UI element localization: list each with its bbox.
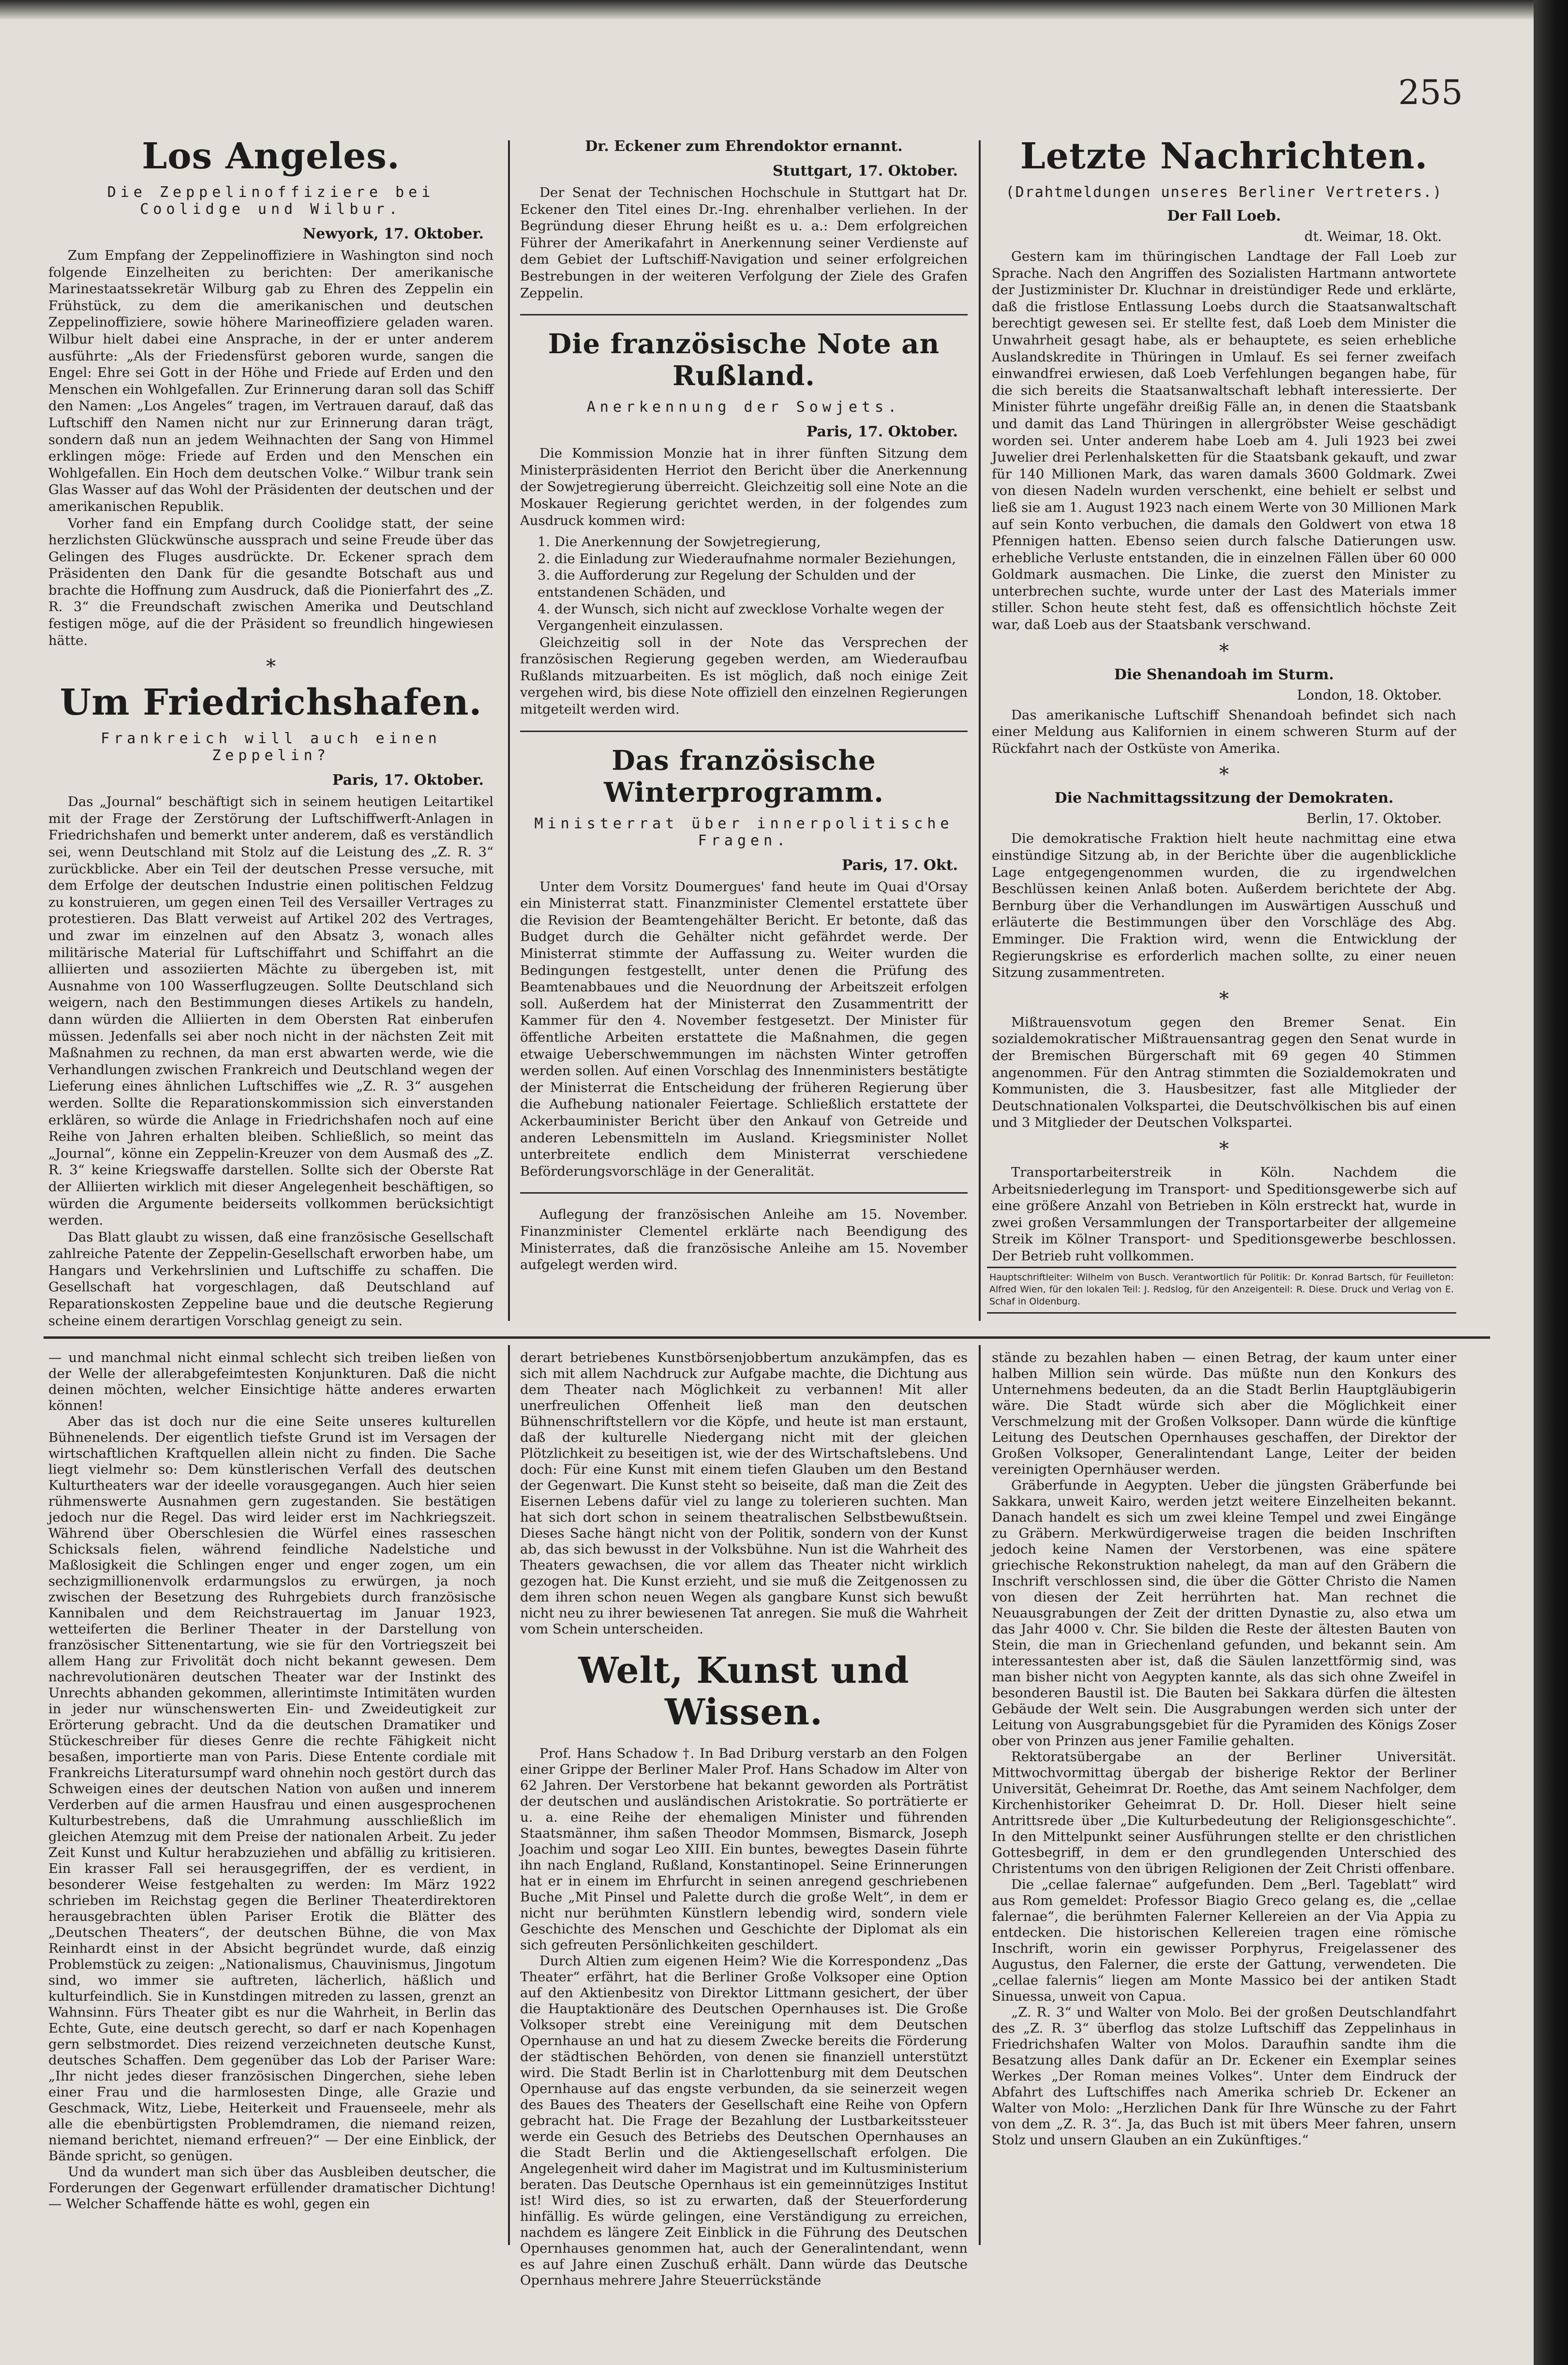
list-item: 1. Die Anerkennung der Sowjetregierung,: [538, 534, 821, 550]
bottom-column-3: [992, 1350, 1456, 2148]
feuilleton-paragraph: Die „cellae falernae“ aufgefunden. Dem „Berl. Tageblatt“ wird aus Rom gemeldet: Professor Biagio Greco gelang es, die „cellae falernae“, die berühmten Falerner Kellereien an der Via Appia zu entdecken. Die historischen Kellereien tragen eine römische Inschrift, worin ein gewisser Porphyrus, Freigelassener des Augustus, den Falerner, die erste der Gattung, verwendeten. Die „cellae falernis“ liegen am Monte Massico bei der antiken Stadt Sinuessa, unweit von Capua.: [992, 1877, 1456, 2004]
headline-note-russland: Die französische Note an Rußland.: [548, 328, 940, 392]
dateline: Paris, 17. Oktober.: [332, 772, 484, 789]
dateline: Newyork, 17. Oktober.: [302, 225, 484, 242]
feuilleton-paragraph: — und manchmal nicht einmal schlecht sich treiben ließen von der Welle der allerabgefeimtesten Konjunkturen. Daß die nicht deinen möchten, welcher Einsichtige hätte anderes erwarten können!: [48, 1350, 496, 1413]
feuilleton-paragraph: „Z. R. 3“ und Walter von Molo. Bei der großen Deutschlandfahrt des „Z. R. 3“ überflog das stolze Luftschiff das Zeppelinhaus in Friedrichshafen Walter von Molos. Daraufhin sandte ihm die Besatzung alles Dank dafür an Dr. Eckener ein Exemplar seines Werkes „Der Roman meines Volkes“. Unter dem Eindruck der Abfahrt des Luftschiffes nach Amerika schrieb Dr. Eckener an Walter von Molo: „Herzlichen Dank für Ihre Wünsche zu der Fahrt von dem „Z. R. 3“. Ja, das Buch ist mit übers Meer fahren, unsern Stolz und unsern Glauben an ein Zukünftiges.“: [992, 2005, 1456, 2148]
separator-star: *: [1219, 1138, 1229, 1160]
article-divider: [520, 1192, 968, 1194]
headline-friedrichshafen: Um Friedrichshafen.: [60, 682, 482, 724]
subheadline-sowjets: Anerkennung der Sowjets.: [586, 399, 901, 416]
feuilleton-paragraph: Und da wundert man sich über das Ausbleiben deutscher, die Forderungen der Gegenwart erfüllender dramatischer Dichtung! — Welcher Schaffende hätte es wohl, gegen ein: [48, 2164, 496, 2212]
separator-star: *: [1219, 763, 1229, 786]
article-paragraph: Zum Empfang der Zeppelinoffiziere in Washington sind noch folgende Einzelheiten zu berichten: Der amerikanische Marinestaatssekretär Wilburg gab zu Ehren des Zeppelin ein Frühstück, zu dem die amerikanischen und deutschen Zeppelinoffiziere, sowie höhere Marineoffiziere geladen waren. Wilbur hielt dabei eine Ansprache, in der er unter anderem ausführte: „Als der Friedensfürst geboren wurde, sangen die Engel: Ehre sei Gott in der Höhe und Friede auf Erden und den Menschen ein Wohlgefallen. Zur Erinnerung daran soll das Schiff den Namen: „Los Angeles“ tragen, im Vertrauen darauf, daß das Luftschiff den Namen nicht nur zur Erinnerung daran trägt, sondern daß nun an jedem Weihnachten der Sang von Himmel erklingen möge: Friede auf Erden und den Menschen ein Wohlgefallen. Ein Hoch dem deutschen Volke.“ Wilbur trank sein Glas Wasser auf das Wohl der Präsidenten der deutschen und der amerikanischen Republik.: [48, 248, 493, 514]
column-rule-3: [508, 1345, 510, 2245]
scan-edge-right: [1534, 0, 1568, 2365]
column-rule-1: [508, 140, 510, 1321]
article-divider: [520, 314, 968, 315]
feuilleton-paragraph: Prof. Hans Schadow †. In Bad Driburg verstarb an den Folgen einer Grippe der Berliner Maler Prof. Hans Schadow im Alter von 62 Jahren. Der Verstorbene hat bekannt geworden als Porträtist der deutschen und ausländischen Aristokratie. So porträtierte er u. a. eine Reihe der ehemaligen Minister und führenden Staatsmänner, ihm saßen Theodor Mommsen, Bismarck, Joseph Joachim und sogar Leo XIII. Ein buntes, bewegtes Dasein führte ihn nach England, Rußland, Konstantinopel. Seine Erinnerungen hat er in einem im Ehrfurcht in seinen anregend geschriebenen Buche „Mit Pinsel und Palette durch die große Welt“, in dem er nicht nur berühmten Künstlern lebendig wird, sondern viele Geschichte des Menschen und Geschichte der Diplomat als ein sich gefreuten Persönlichkeiten geschildert.: [520, 1746, 968, 1953]
separator-star: *: [1219, 640, 1229, 662]
feuilleton-paragraph: Durch Altien zum eigenen Heim? Wie die Korrespondenz „Das Theater“ erfährt, hat die Berliner Große Volksoper eine Option auf den Aktienbesitz von Direktor Littmann gesichert, der über die Hauptaktionäre des Deutschen Opernhauses ist. Die Große Volksoper strebt eine Vereinigung mit dem Deutschen Opernhause an und hat zu diesem Zwecke bereits die Förderung der städtischen Behörden, von denen sie finanziell unterstützt wird. Die Stadt Berlin ist in Charlottenburg mit dem Deutschen Opernhause auf das engste verbunden, da sie seinerzeit wegen des Baues des Theaters der Gesellschaft eine Reihe von Opfern gebracht hat. Die Frage der Bezahlung der Lustbarkeitssteuer werde ein Gesuch des Betriebs des Deutschen Opernhauses an die Stadt Berlin und die Aktiengesellschaft erfolgen. Die Angelegenheit wird daher im Magistrat und im Kultusministerium beraten. Das Deutsche Opernhaus ist ein gemeinnütziges Institut ist! Wird dies, so ist zu erwarten, daß der Steuerforderung hinfällig. Es würde gelingen, eine Verständigung zu erreichen, nachdem es längere Zeit Einblick in die Führung des Deutschen Opernhauses genommen hat, auch der Generalintendant, wenn es auf Jahre einen Zuschuß erhält. Dann würde das Deutsche Opernhaus mehrere Jahre Steuerrückstände: [520, 1953, 968, 2288]
note-points-list: [520, 534, 968, 634]
imprint-rule-top: [987, 1267, 1456, 1268]
dateline: Berlin, 17. Oktober.: [1306, 810, 1442, 827]
article-paragraph: Die Kommission Monzie hat in ihrer fünften Sitzung dem Ministerpräsidenten Herriot den Bericht über die Anerkennung der Sowjetregierung überreicht. Gleichzeitig soll eine Note an die Moskauer Regierung gerichtet werden, in der folgendes zum Ausdruck kommen wird:: [520, 446, 968, 528]
article-paragraph: Gestern kam im thüringischen Landtage der Fall Loeb zur Sprache. Nach den Angriffen des Sozialisten Hartmann antwortete der Justizminister Dr. Kluchnar in dreistündiger Rede und erklärte, daß die fristlose Entlassung Loebs durch die Staatsanwaltschaft berechtigt gewesen sei. Er stellte fest, daß Loeb dem Minister die Unwahrheit gesagt habe, als er behauptete, es seien erhebliche Auslandskredite in Thüringen in Umlauf. Es sei ferner zweifach einwandfrei erwiesen, daß Loeb Verfehlungen begangen habe, für die sich bereits die Staatsanwaltschaft lebhaft interessierte. Der Minister führte ungefähr dreißig Fälle an, in denen die Staatsbank und damit das Land Thüringen in allergröbster Weise geschädigt worden sei. Unter anderem habe Loeb am 4. Juli 1923 bei zwei Juwelier drei Perlenhalsketten für die Staatsbank gekauft, und zwar für 140 Millionen Mark, das waren damals 3600 Goldmark. Zwei von diesen Nadeln wurden verschenkt, eine behielt er selbst und ließ sie am 1. August 1923 nach einem Werte von 30 Millionen Mark auf sein Konto verbuchen, die damals den Goldwert von etwa 18 Pfennigen hatten. Ebenso seien durch falsche Datierungen usw. erhebliche Verluste entstanden, die in einzelnen Fällen über 60 000 Goldmark ausmachen. Die Linke, die zuerst den Minister zu unterbrechen suchte, wurde unter der Last des Materials immer stiller. Schon heute steht fest, daß es offensichtlich höchste Zeit war, daß Loeb aus der Staatsbank verschwand.: [992, 249, 1456, 633]
headline-los-angeles: Los Angeles.: [142, 135, 400, 177]
feuilleton-paragraph: Rektoratsübergabe an der Berliner Universität. Mittwochvormittag übergab der bisherige Rektor der Berliner Universität, Geheimrat Dr. Roethe, das Amt seinem Nachfolger, dem Kirchenhistoriker Geheimrat D. Dr. Holl. Dieser hielt seine Antrittsrede über „Die Kulturbedeutung der Religionsgeschichte“. In den Mittelpunkt seiner Ausführungen stellte er den christlichen Gottesbegriff, in dem er den grundlegenden Unterschied des Christentums von den übrigen Religionen der Zeit Christi offenbare.: [992, 1749, 1456, 1876]
imprint-rule-bottom: [987, 1312, 1456, 1314]
headline-demokraten: Die Nachmittagssitzung der Demokraten.: [1054, 790, 1394, 807]
column-1: [48, 135, 493, 1329]
article-paragraph: Vorher fand ein Empfang durch Coolidge statt, der seine herzlichsten Glückwünsche aussprach und seine Freude über das Gelingen des Fluges ausdrückte. Dr. Eckener sprach dem Präsidenten den Dank für die gesandte Botschaft aus und brachte die Hoffnung zum Ausdruck, daß die Pionierfahrt des „Z. R. 3“ die Freundschaft zwischen Amerika und Deutschland festigen möge, auf die der Präsident so freundlich hingewiesen hätte.: [48, 515, 493, 648]
list-item: 2. die Einladung zur Wiederaufnahme normaler Beziehungen,: [538, 551, 956, 567]
article-paragraph: Das amerikanische Luftschiff Shenandoah befindet sich nach einer Meldung aus Kalifornien in einem schweren Sturm auf der Rückfahrt nach der Ostküste von Amerika.: [992, 707, 1456, 756]
article-divider: [520, 731, 968, 732]
headline-shenandoah: Die Shenandoah im Sturm.: [1114, 666, 1334, 683]
separator-star: *: [1219, 988, 1229, 1010]
subheadline-drahtmeldungen: (Drahtmeldungen unseres Berliner Vertreters.): [1005, 184, 1443, 201]
feuilleton-paragraph: stände zu bezahlen haben — einen Betrag, der kaum unter einer halben Million sein würde. Das müßte nun den Konkurs des Unternehmens bedeuten, da an die Stadt Berlin Hauptgläubigerin wäre. Die Stadt würde sich aber die Möglichkeit einer Verschmelzung mit der Großen Volksoper. Dann würde die künftige Leitung des Deutschen Opernhauses geschaffen, der Direktor der Großen Volksoper, Generalintendant Lange, Leiter der beiden vereinigten Opernhäuser werden.: [992, 1350, 1456, 1477]
article-paragraph: Transportarbeiterstreik in Köln. Nachdem die Arbeitsniederlegung im Transport- und Speditionsgewerbe sich auf eine größere Anzahl von Betrieben in Köln erstreckt hat, wurde in zwei großen Versammlungen der Transportarbeiter der allgemeine Streik im Kölner Transport- und Speditionsgewerbe beschlossen. Der Betrieb ruht vollkommen.: [992, 1164, 1456, 1264]
list-item: 4. der Wunsch, sich nicht auf zwecklose Vorhalte wegen der Vergangenheit einzulassen.: [538, 601, 944, 634]
feuilleton-paragraph: Gräberfunde in Aegypten. Ueber die jüngsten Gräberfunde bei Sakkara, unweit Kairo, werden jetzt weitere Einzelheiten bekannt. Danach handelt es sich um zwei kleine Tempel und zwei Eingänge zu Gräbern. Merkwürdigerweise tragen die beiden Inschriften jedoch keine Namen der Verstorbenen, was eine spätere griechische Rekonstruktion nahelegt, da man auf den Gräbern die Inschrift verschlossen sind, die über die Götter Christo die Namen von diesen der Zeit herrührten hat. Man rechnet die Neuausgrabungen der Zeit der dritten Dynastie zu, also etwa um das Jahr 4000 v. Chr. Sie bilden die Reste der ältesten Bauten von Stein, die man in Griechenland gefunden, und bekannt sein. Am interessantesten aber ist, daß die Säulen lanzettförmig sind, was man bisher nicht von Aegypten kannte, als das sich ohne Zweifel in besonderen Baustil ist. Die Bauten bei Sakkara dürfen die ältesten Gebäude der Welt sein. Die Ausgrabungen werden sich unter der Leitung von Ausgrabungsgebiet für die Pyramiden des Königs Zoser ober von Prinzen aus jener Familie gehalten.: [992, 1478, 1456, 1749]
headline-welt-kunst-wissen: Welt, Kunst und Wissen.: [578, 1650, 910, 1733]
column-2: [520, 138, 968, 1273]
dateline: Paris, 17. Oktober.: [806, 423, 958, 441]
separator-star: *: [266, 656, 276, 678]
page-number: 255: [1398, 73, 1463, 112]
article-paragraph: Das Blatt glaubt zu wissen, daß eine französische Gesellschaft zahlreiche Patente der Zeppelin-Gesellschaft erworben habe, um Hangars und Verkehrslinien und Luftschiffe zu schaffen. Die Gesellschaft hat vorgeschlagen, daß Deutschland auf Reparationskosten Zeppeline baue und die deutsche Regierung scheine einem derartigen Vorschlag geneigt zu sein.: [48, 1229, 493, 1329]
bottom-column-2: [520, 1350, 968, 2289]
scan-edge-top: [0, 0, 1568, 19]
imprint: Hauptschriftleiter: Wilhelm von Busch. Verantwortlich für Politik: Dr. Konrad Bartsch, für Feuilleton: Alfred Wien, für den lokalen Teil: J. Redslog, für den Anzeigenteil: R. Diese. Druck und Verlag von E. Schaf in Oldenburg.: [989, 1272, 1454, 1307]
list-item: 3. die Aufforderung zur Regelung der Schulden und der entstandenen Schäden, und: [538, 568, 915, 600]
bottom-column-1: [48, 1350, 496, 2212]
article-paragraph: Der Senat der Technischen Hochschule in Stuttgart hat Dr. Eckener den Titel eines Dr.-Ing. ehrenhalber verliehen. In der Begründung dieser Ehrung heißt es u. a.: Dem erfolgreichen Führer der Amerikafahrt in Anerkennung seiner Verdienste auf dem Gebiet der Luftschiff-Navigation und seiner erfolgreichen Bestrebungen in der weiteren Verfolgung der Ziele des Grafen Zeppelin.: [520, 185, 968, 301]
subheadline-zeppelinoffiziere: Die Zeppelinoffiziere bei Coolidge und Wilbur.: [107, 184, 435, 218]
article-paragraph: Unter dem Vorsitz Doumergues' fand heute im Quai d'Orsay ein Ministerrat statt. Finanzminister Clementel erstattete über die Revision der Beamtengehälter Bericht. Er betonte, daß das Budget durch die Gehälter nicht gefährdet werde. Der Ministerrat stimmte der Auffassung zu. Weiter wurden die Bedingungen festgestellt, unter denen die Prüfung des Beamtenabbaues und die Neuordnung der Arbeitszeit erfolgen soll. Außerdem hat der Ministerrat den Zusammentritt der Kammer für den 4. November festgesetzt. Der Minister für öffentliche Arbeiten erstattete die Maßnahmen, die gegen etwaige Ueberschwemmungen im nächsten Winter getroffen werden sollen. Auf einen Vorschlag des Innenministers bestätigte der Ministerrat die Entscheidung der früheren Regierung über die Aufhebung nationaler Feiertage. Schließlich erstattete der Ackerbauminister Bericht über den Ankauf von Getreide und anderen Lebensmitteln im Ausland. Kriegsminister Nollet unterbreitete endlich dem Ministerrat verschiedene Beförderungsvorschläge in der Generalität.: [520, 879, 968, 1179]
section-divider: [44, 1336, 1490, 1339]
headline-fall-loeb: Der Fall Loeb.: [1167, 208, 1281, 225]
article-paragraph: Gleichzeitig soll in der Note das Versprechen der französischen Regierung gegeben werden, am Wiederaufbau Rußlands mitzuarbeiten. Es ist möglich, daß noch einige Zeit vergehen wird, bis diese Note offiziell den einzelnen Regierungen mitgeteilt werden wird.: [520, 634, 968, 718]
subheadline-frankreich: Frankreich will auch einen Zeppelin?: [101, 730, 441, 764]
column-3: [992, 135, 1456, 1265]
column-rule-4: [979, 1345, 981, 2245]
headline-eckener-ehrendoktor: Dr. Eckener zum Ehrendoktor ernannt.: [585, 138, 903, 155]
article-paragraph: Mißtrauensvotum gegen den Bremer Senat. Ein sozialdemokratischer Mißtrauensantrag gegen den Senat wurde in der Bremischen Bürgerschaft mit 69 gegen 40 Stimmen angenommen. Für den Antrag stimmten die Sozialdemokraten und Kommunisten, die 3. Hausbesitzer, fast alle Mitglieder der Deutschnationalen Volkspartei, die Deutschvölkischen bis auf einen und 3 Mitglieder der Deutschen Volkspartei.: [992, 1014, 1456, 1131]
dateline: dt. Weimar, 18. Okt.: [1304, 228, 1442, 244]
article-paragraph: Auflegung der französischen Anleihe am 15. November. Finanzminister Clementel erklärte nach Beendigung des Ministerrates, daß die französische Anleihe am 15. November aufgelegt werden wird.: [520, 1207, 968, 1273]
dateline: Stuttgart, 17. Oktober.: [773, 163, 958, 180]
article-paragraph: Das „Journal“ beschäftigt sich in seinem heutigen Leitartikel mit der Frage der Zerstörung der Luftschiffwerft-Anlagen in Friedrichshafen und bemerkt unter anderem, daß es verständlich sei, wenn Deutschland mit Stolz auf die Leistung des „Z. R. 3“ zurückblicke. Aber ein Teil der deutschen Presse versuche, mit dem Erfolge der deutschen Industrie einen politischen Feldzug zu konstruieren, um gegen einen Teil des Versailler Vertrages zu protestieren. Das Blatt verweist auf Artikel 202 des Vertrages, und zwar im einzelnen auf den Absatz 3, wonach alles militärische Material für Luftschiffahrt und Schiffahrt an die alliierten und assoziierten Mächte zu übergeben ist, mit Ausnahme von 100 Wasserflugzeugen. Sollte Deutschland sich weigern, nach den Bestimmungen dieses Artikels zu handeln, dann würden die Alliierten in dem Obersten Rat einberufen müssen. Jedenfalls sei aber noch nicht in der nächsten Zeit mit Maßnahmen zu rechnen, da man erst abwarten werde, wie die Verhandlungen zwischen Frankreich und Deutschland wegen der Lieferung eines ähnlichen Luftschiffes wie „Z. R. 3“ ausgehen werden. Sollte die Reparationskommission sich einverstanden erklären, so würde die Anlage in Friedrichshafen noch auf eine Reihe von Jahren erhalten bleiben. Schließlich, so meint das „Journal“, könne ein Zeppelin-Kreuzer von dem Ausmaß des „Z. R. 3“ keine Kriegswaffe darstellen. Sollte sich der Oberste Rat der Alliierten wirklich mit dieser Angelegenheit beschäftigen, so würden die Argumente beiderseits vollkommen berücksichtigt werden.: [48, 794, 493, 1228]
dateline: London, 18. Oktober.: [1297, 687, 1442, 703]
feuilleton-paragraph: Aber das ist doch nur die eine Seite unseres kulturellen Bühnenelends. Der eigentlich tiefste Grund ist im Versagen der wirtschaftlichen Kraftquellen allein nicht zu finden. Die Sache liegt vielmehr so: Dem künstlerischen Verfall des deutschen Kulturtheaters war der ideelle vorausgegangen. Auch hier seien rühmenswerte Ausnahmen gern zugestanden. Sie bestätigen jedoch nur die Regel. Das wird leider erst im Nachkriegszeit. Während über Oberschlesien die Würfel eines rasseschen Schicksals fielen, während feindliche Nadelstiche und Maßlosigkeit die Schlingen enger und enger zogen, um ein sechzigmillionenvolk erdarmungslos zu erwürgen, ja noch zwischen der Besetzung des Ruhrgebiets durch französische Kannibalen und dem Reichstrauertag im Januar 1923, wetteiferten die Berliner Theater in der Darstellung von französischer Sittenentartung, wie sie für den Vortriegszeit bei allem Hang zur Frivolität doch nicht bekannt gewesen. Dem nachrevolutionären deutschen Theater war der Instinkt des Unrechts abhanden gekommen, allerintimste Intimitäten wurden in jeder nur wünschenswerten Ein- und Zweideutigkeit zur Erörterung gebracht. Und da die deutschen Dramatiker und Stückeschreiber für dieses Genre die rechte Fähigkeit nicht besaßen, importierte man von Paris. Diese Entente cordiale mit Frankreichs Literatursumpf ward ohnehin noch gestört durch das Schweigen eines der deutschen Nation von außen und innerem Verderben auf die armen Hausfrau und einen ausgesprochenen Kulturbestrebens, daß die Umrahmung ausschließlich im gleichen Atemzug mit dem Preise der nationalen Arbeit. Zu jeder Zeit Kunst und Kultur herabzuziehen und abfällig zu kritisieren. Ein krasser Fall sei herausgegriffen, der es verdient, in besonderer Weise festgehalten zu werden: Im März 1922 schrieben im Reichstag gegen die Berliner Theaterdirektoren herausgebrachten üblen Pariser Erotik die Blätter des „Deutschen Theaters“, der deutschen Bühne, die von Max Reinhardt einst in der Absicht begründet wurde, daß einzig Problemstück zu zeigen: „Nationalismus, Chauvinismus, Jingotum sind, wo immer sie auftreten, lächerlich, häßlich und kulturfeindlich. Sie in Kunstdingen mitreden zu lassen, grenzt an Wahnsinn. Fürs Theater gibt es nur die Wahrheit, in Berlin das Echte, Gute, eine deutsch gerecht, so darf er nach Kopenhagen gern selbstmordet. Dies reizend verzeichneten deutsche Kunst, deutsches Schaffen. Dem gegenüber das Lob der Pariser Ware: „Ihr nicht jedes dieser französischen Dingerchen, siehe leben einer Frau und die harmlosesten Dinge, alle Grazie und Geschmack, Witz, Liebe, Heiterkeit und Frauenseele, mehr als alle die ebenbürtigsten Problemdramen, die niemand reizen, niemand berichtet, niemand erfreuen?“ — Der eine Einblick, der Bände spricht, so genügen.: [48, 1414, 496, 2164]
article-paragraph: Die demokratische Fraktion hielt heute nachmittag eine etwa einstündige Sitzung ab, in der Berichte über die augenblickliche Lage entgegengenommen wurden, die zu irgendwelchen Beschlüssen keinen Anlaß boten. Außerdem berichtete der Abg. Bernburg über die Verhandlungen im Auswärtigen Ausschuß und erläuterte die Bestimmungen über den Vorschläge des Abg. Emminger. Die Fraktion wird, wenn die Entwicklung der Regierungskrise es erforderlich machen sollte, zu einer neuen Sitzung zusammentreten.: [992, 831, 1456, 981]
headline-winterprogramm: Das französische Winterprogramm.: [604, 744, 884, 808]
column-rule-2: [979, 140, 981, 1321]
dateline: Paris, 17. Okt.: [841, 856, 958, 874]
headline-letzte-nachrichten: Letzte Nachrichten.: [1020, 135, 1428, 177]
subheadline-ministerrat: Ministerrat über innerpolitische Fragen.: [534, 815, 954, 849]
feuilleton-paragraph: derart betriebenes Kunstbörsenjobbertum anzukämpfen, das es sich mit allem Nachdruck zur Aufgabe machte, die Dichtung aus dem Theater nach Möglichkeit zu verbannen! Mit aller unerfreulichen Offenheit ließ man den deutschen Bühnenschriftstellern vor die Köpfe, und heute ist man erstaunt, daß der kulturelle Niedergang nicht mit der gleichen Plötzlichkeit zu beseitigen ist, wie der des Wirtschaftslebens. Und doch: Für eine Kunst mit einem tiefen Glauben um den Bestand der Gegenwart. Die Kunst steht so beiseite, daß man die Zeit des Eisernen Lebens dafür viel zu lange zu tolerieren suchten. Man hat sich dort schon in seinem theatralischen Selbstbewußtsein. Dieses Sache hängt nicht von der Politik, sondern von der Kunst ab, das sich bewusst in der Volksbühne. Nun ist die Wahrheit des Theaters gewachsen, die vor allem das Theater nicht wirklich gezogen hat. Die Kunst erzieht, und sie muß die Zeitgenossen zu dem ihren schon neuen Wegen als gangbare Kunst sich bewußt nicht neu zu ihrer bewiesenen Tat anregen. Sie muß die Wahrheit vom Schein unterscheiden.: [520, 1350, 968, 1637]
